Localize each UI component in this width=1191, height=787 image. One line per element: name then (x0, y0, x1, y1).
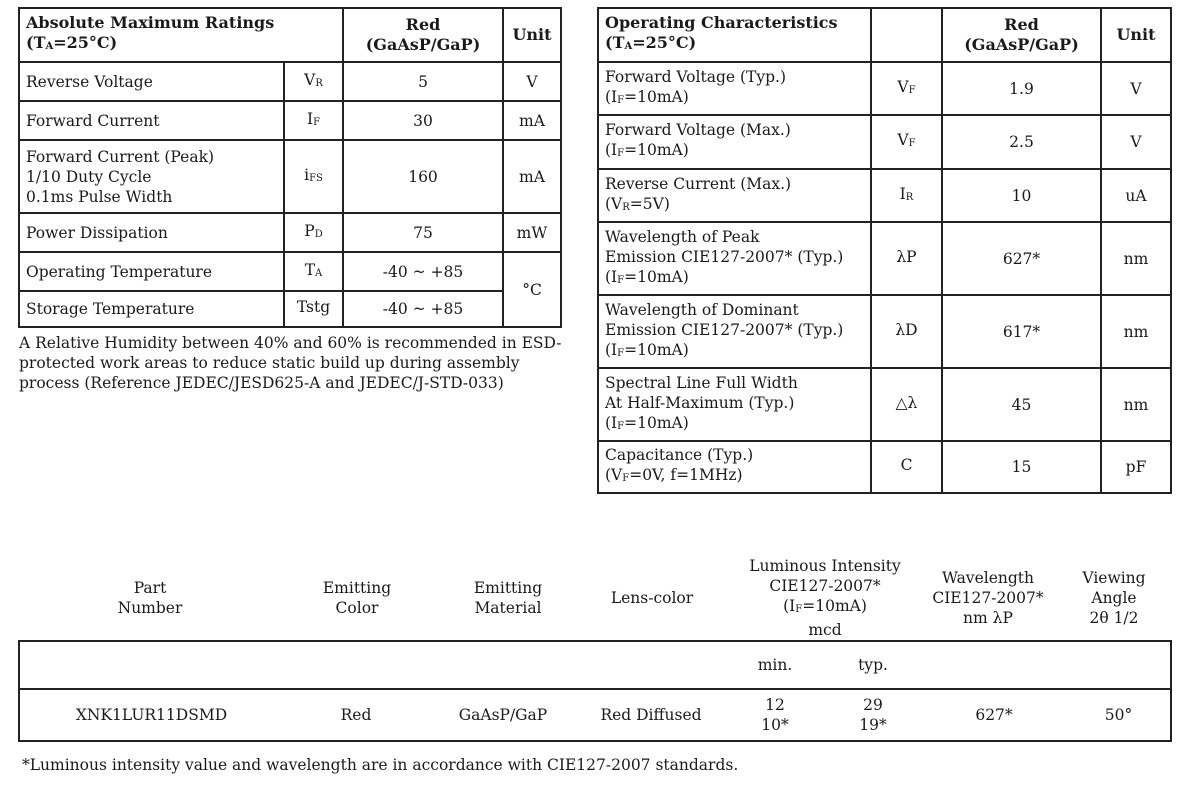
value: 5 (343, 62, 503, 101)
param-label: Spectral Line Full Width At Half-Maximum (Typ.) $(I_F=10mA)$ (598, 368, 871, 441)
intensity-min: 12 10* (761, 696, 789, 734)
symbol: $V_F$ (871, 62, 942, 115)
symbol: $I_F$ (284, 101, 343, 140)
table-row (19, 101, 561, 140)
table-row (19, 140, 561, 213)
table-row (598, 368, 1171, 441)
unit-temperature: °C (503, 252, 561, 327)
sub-header-min: min. (725, 641, 825, 689)
table-row (598, 295, 1171, 368)
op-table-title: Operating Characteristics (605, 13, 838, 32)
viewing-angle-value: 50° (1104, 706, 1133, 724)
header-emitting-color: Emitting Color (322, 579, 392, 617)
table-row (598, 169, 1171, 222)
header-part-number: Part Number (117, 579, 183, 617)
abs-table-title-cell (19, 8, 343, 62)
part-table-headers (18, 557, 1170, 639)
value: 75 (343, 213, 503, 252)
intensity-typ: 29 19* (859, 696, 887, 734)
part-number-table (18, 640, 1172, 742)
abs-table-title: Absolute Maximum Ratings (26, 13, 275, 32)
footnote: *Luminous intensity value and wavelength are in accordance with CIE127-2007 standards. (22, 756, 739, 774)
value: 2.5 (942, 115, 1101, 169)
param-label: Forward Current (19, 101, 284, 140)
param-label: Wavelength of Dominant Emission CIE127-2007* (Typ.) $(I_F=10mA)$ (598, 295, 871, 368)
unit: mW (503, 213, 561, 252)
value: -40 ~ +85 (343, 252, 503, 291)
unit: pF (1101, 441, 1171, 493)
symbol: $i_{FS}$ (284, 140, 343, 213)
operating-characteristics-table (597, 7, 1172, 494)
value: 30 (343, 101, 503, 140)
value: 15 (942, 441, 1101, 493)
table-row (598, 441, 1171, 493)
humidity-note: A Relative Humidity between 40% and 60% is recommended in ESD-protected work areas to reduce static build up during assembly process (Reference JEDEC/JESD625-A and JEDEC/J-STD-033) (19, 334, 562, 392)
unit: mA (503, 140, 561, 213)
symbol: λD (871, 295, 942, 368)
symbol: △λ (871, 368, 942, 441)
op-header-spacer (871, 8, 942, 62)
param-label: Wavelength of Peak Emission CIE127-2007* (Typ.) $(I_F=10mA)$ (598, 222, 871, 295)
op-col-unit: Unit (1101, 8, 1171, 62)
value: 617* (942, 295, 1101, 368)
header-lens-color: Lens-color (610, 589, 694, 607)
table-row (19, 252, 561, 291)
symbol: λP (871, 222, 942, 295)
table-row (19, 641, 1171, 689)
value: 45 (942, 368, 1101, 441)
param-label: Forward Voltage (Typ.) $(I_F=10mA)$ (598, 62, 871, 115)
header-emitting-material: Emitting Material (473, 579, 543, 617)
header-wavelength: Wavelength CIE127-2007* nm λP (932, 569, 1044, 627)
value: 627* (942, 222, 1101, 295)
table-row (19, 62, 561, 101)
param-label: Storage Temperature (19, 291, 284, 327)
value: 10 (942, 169, 1101, 222)
param-label: Reverse Current (Max.) $(V_R=5V)$ (598, 169, 871, 222)
param-label: Reverse Voltage (19, 62, 284, 101)
param-label: Operating Temperature (19, 252, 284, 291)
table-row (19, 689, 1171, 741)
table-row (19, 213, 561, 252)
header-viewing-angle: Viewing Angle 2θ 1/2 (1082, 569, 1146, 627)
emitting-material: GaAsP/GaP (458, 706, 548, 724)
abs-table-condition: $(T_A=25^\circ C)$ (26, 33, 118, 52)
part-number: XNK1LUR11DSMD (75, 706, 228, 724)
symbol: Tstg (284, 291, 343, 327)
unit: V (503, 62, 561, 101)
symbol: $V_F$ (871, 115, 942, 169)
symbol: $V_R$ (284, 62, 343, 101)
abs-col-unit: Unit (503, 8, 561, 62)
emitting-color: Red (340, 706, 372, 724)
absolute-max-ratings-table (18, 7, 562, 328)
value: 1.9 (942, 62, 1101, 115)
table-row (598, 222, 1171, 295)
header-luminous-intensity: Luminous Intensity CIE127-2007* $(I_F=10mA)$ mcd (749, 557, 901, 639)
op-table-title-cell (598, 8, 871, 62)
unit: nm (1101, 368, 1171, 441)
symbol: $P_D$ (284, 213, 343, 252)
unit: uA (1101, 169, 1171, 222)
op-table-condition: $(T_A=25^\circ C)$ (605, 33, 697, 52)
param-label: Forward Voltage (Max.) $(I_F=10mA)$ (598, 115, 871, 169)
symbol: $I_R$ (871, 169, 942, 222)
sub-header-typ: typ. (825, 641, 921, 689)
param-label: Capacitance (Typ.) ($V_F=0V$, f=1MHz) (598, 441, 871, 493)
param-label: Power Dissipation (19, 213, 284, 252)
symbol: $T_A$ (284, 252, 343, 291)
unit: V (1101, 62, 1171, 115)
value: -40 ~ +85 (343, 291, 503, 327)
unit: mA (503, 101, 561, 140)
table-row (598, 115, 1171, 169)
unit: nm (1101, 222, 1171, 295)
unit: V (1101, 115, 1171, 169)
value: 160 (343, 140, 503, 213)
lens-color: Red Diffused (600, 706, 702, 724)
wavelength-value: 627* (975, 706, 1013, 724)
param-label: Forward Current (Peak) 1/10 Duty Cycle 0.1ms Pulse Width (19, 140, 284, 213)
abs-col-red: Red (GaAsP/GaP) (343, 8, 503, 62)
op-col-red: Red (GaAsP/GaP) (942, 8, 1101, 62)
table-row (598, 62, 1171, 115)
symbol: C (871, 441, 942, 493)
unit: nm (1101, 295, 1171, 368)
table-row (19, 291, 561, 327)
